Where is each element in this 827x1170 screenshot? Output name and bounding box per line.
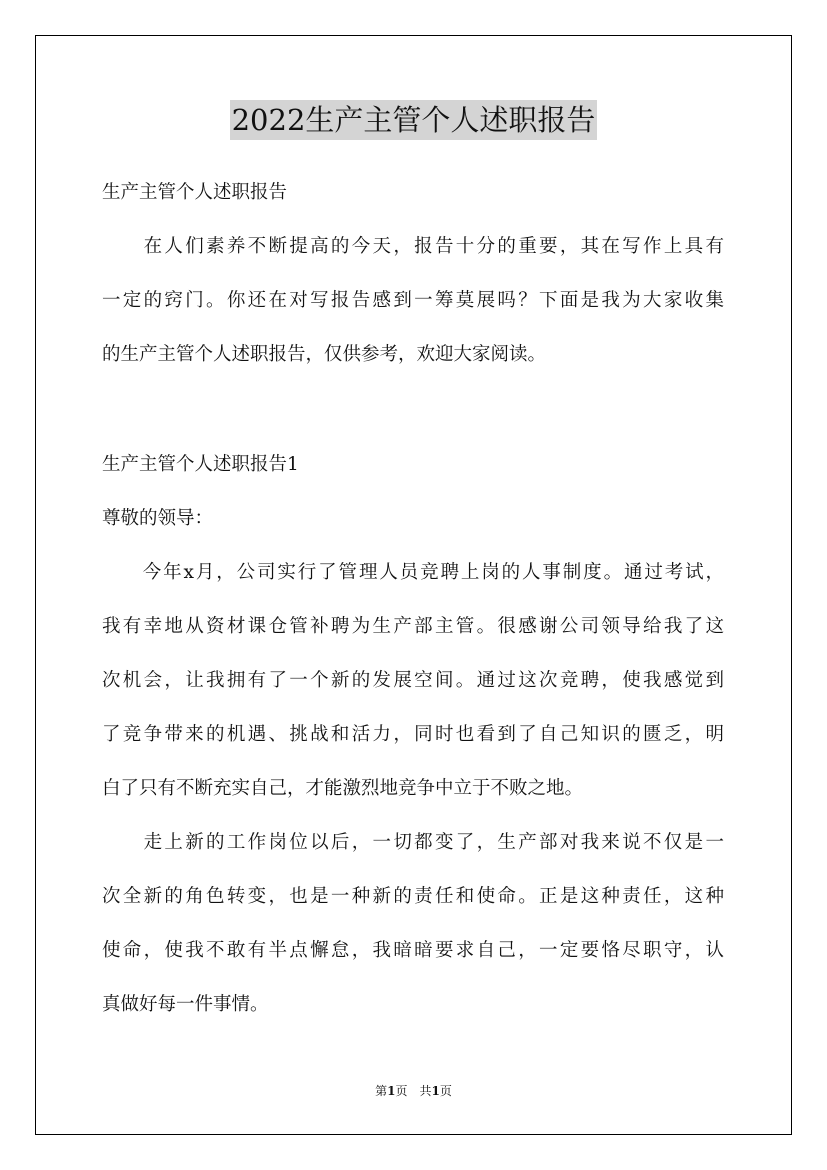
document-title: 2022生产主管个人述职报告 [230,100,598,140]
footer-page-total: 1 [431,1084,440,1098]
paragraph-line: 一定的窍门。你还在对写报告感到一筹莫展吗？下面是我为大家收集 [102,290,724,311]
paragraph-line: 我有幸地从资材课仓管补聘为生产部主管。很感谢公司领导给我了这 [102,616,724,637]
paragraph-line: 走上新的工作岗位以后，一切都变了，生产部对我来说不仅是一 [102,832,724,853]
footer-suffix: 页 [439,1084,452,1098]
paragraph-line: 次机会，让我拥有了一个新的发展空间。通过这次竞聘，使我感觉到 [102,670,724,691]
paragraph-line: 在人们素养不断提高的今天，报告十分的重要，其在写作上具有 [102,236,724,257]
paragraph-line: 了竞争带来的机遇、挑战和活力，同时也看到了自己知识的匮乏，明 [102,724,724,745]
footer-prefix: 第 [375,1084,388,1098]
salutation: 尊敬的领导： [102,508,214,529]
paragraph-line: 今年x月，公司实行了管理人员竞聘上岗的人事制度。通过考试， [102,562,724,583]
paragraph-line: 真做好每一件事情。 [102,994,269,1015]
title-container [0,100,827,140]
paragraph-line: 白了只有不断充实自己，才能激烈地竞争中立于不败之地。 [102,778,584,799]
page-footer [0,1083,827,1099]
footer-mid: 页 共 [395,1084,432,1098]
paragraph-line: 次全新的角色转变，也是一种新的责任和使命。正是这种责任，这种 [102,886,724,907]
paragraph-line: 的生产主管个人述职报告，仅供参考，欢迎大家阅读。 [102,344,547,365]
section-heading: 生产主管个人述职报告1 [102,454,299,475]
footer-page-current: 1 [387,1084,396,1098]
subtitle-line: 生产主管个人述职报告 [102,182,288,203]
paragraph-line: 使命，使我不敢有半点懈怠，我暗暗要求自己，一定要恪尽职守，认 [102,940,724,961]
